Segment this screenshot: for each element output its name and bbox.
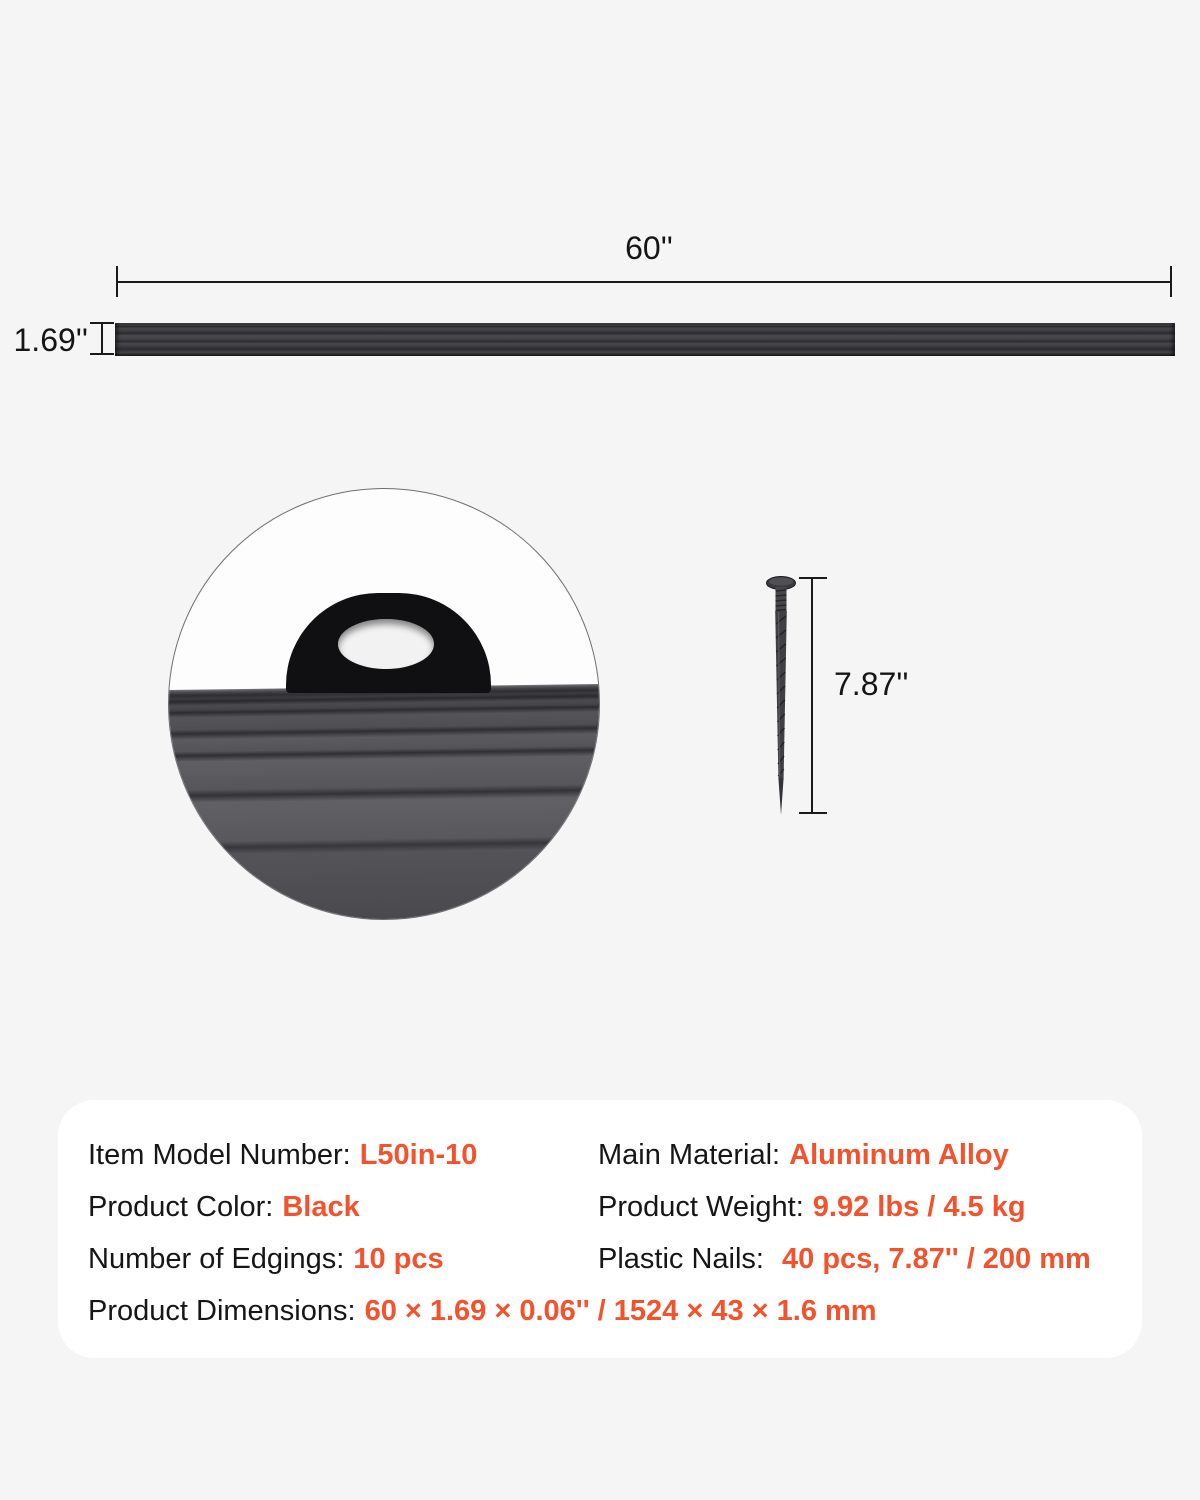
spec-value: Aluminum Alloy: [789, 1139, 1009, 1171]
length-dimension-line: [117, 281, 1172, 283]
spec-label: Number of Edgings:: [88, 1243, 345, 1275]
spec-row-number-of-edgings: [88, 1242, 444, 1276]
edging-strip-profile: [115, 323, 1175, 356]
spec-row-item-model-number: [88, 1138, 477, 1172]
spec-row-main-material: [598, 1138, 1009, 1172]
spec-value: 10 pcs: [353, 1243, 444, 1275]
spec-row-product-dimensions: [88, 1294, 877, 1328]
height-dimension-label: 1.69'': [13, 322, 88, 358]
length-dimension-tick-left: [116, 266, 118, 297]
length-dimension-tick-right: [1170, 266, 1172, 297]
spec-row-plastic-nails: [598, 1242, 1091, 1276]
spec-value: Black: [282, 1191, 360, 1223]
mounting-tab-nail-hole: [338, 619, 434, 669]
spec-row-product-weight: [598, 1190, 1026, 1224]
height-dimension-line: [101, 324, 103, 355]
spec-value: 60 × 1.69 × 0.06'' / 1524 × 43 × 1.6 mm: [364, 1295, 877, 1327]
nail-dimension-cap-bottom: [799, 812, 827, 814]
length-dimension-label: 60'': [625, 230, 673, 266]
spec-label: Product Weight:: [598, 1191, 804, 1223]
nail-dimension-cap-top: [799, 577, 827, 579]
nail-dimension-label: 7.87'': [834, 666, 909, 702]
spec-label: Item Model Number:: [88, 1139, 351, 1171]
spec-card: [58, 1100, 1142, 1358]
edging-panel-closeup: [168, 684, 600, 920]
height-dimension-cap-top: [90, 322, 114, 324]
nail-dimension-line: [811, 578, 813, 813]
spec-row-product-color: [88, 1190, 360, 1224]
detail-zoom-circle: [168, 488, 600, 920]
spec-value: 40 pcs, 7.87'' / 200 mm: [782, 1243, 1091, 1275]
spec-label: Main Material:: [598, 1139, 781, 1171]
spec-label: Product Color:: [88, 1191, 274, 1223]
height-dimension-cap-bottom: [90, 353, 114, 355]
spec-value: 9.92 lbs / 4.5 kg: [812, 1191, 1026, 1223]
spec-label: Plastic Nails:: [598, 1243, 764, 1275]
spec-value: L50in-10: [359, 1139, 478, 1171]
spec-label: Product Dimensions:: [88, 1295, 356, 1327]
nail-illustration: [760, 572, 804, 820]
